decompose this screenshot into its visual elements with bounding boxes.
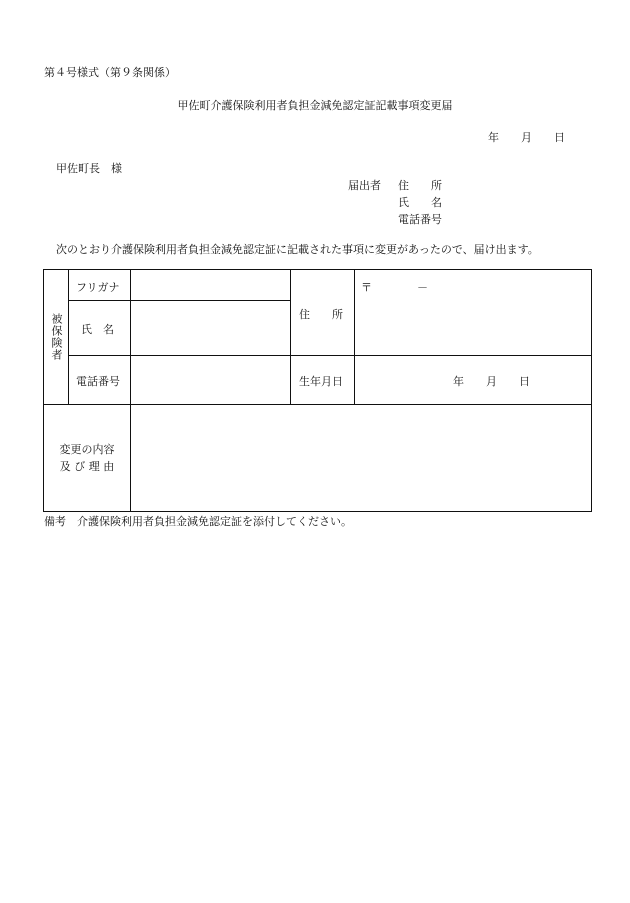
change-content-field[interactable]: [131, 405, 591, 511]
notifier-name-label: 氏 名: [398, 196, 442, 209]
notifier-phone-label: 電話番号: [398, 213, 442, 226]
col-divider-insured: [68, 270, 69, 404]
furigana-label: フリガナ: [76, 281, 120, 294]
form-number: 第４号様式（第９条関係）: [44, 66, 176, 79]
change-content-label: [44, 404, 130, 511]
furigana-field[interactable]: [131, 270, 290, 300]
phone-label: 電話番号: [76, 375, 120, 388]
notifier-address-label: 住 所: [398, 179, 442, 192]
postal-mark: 〒: [361, 281, 372, 294]
change-notification-table: [43, 269, 592, 512]
change-content-label-line1: 変更の内容: [59, 442, 115, 456]
address-label: 住 所: [299, 308, 343, 321]
birth-date-label: 生年月日: [299, 375, 343, 388]
notifier-label: 届出者: [348, 179, 381, 192]
postal-dash: －: [417, 281, 428, 294]
addressee: 甲佐町長 様: [56, 162, 122, 175]
col-divider-value: [290, 270, 291, 404]
remarks: 備考 介護保険利用者負担金減免認定証を添付してください。: [44, 515, 352, 528]
phone-field[interactable]: [131, 356, 290, 404]
name-label: 氏 名: [81, 323, 114, 336]
name-field[interactable]: [131, 301, 290, 355]
intro-statement: 次のとおり介護保険利用者負担金減免認定証に記載された事項に変更があったので、届け出ます。: [56, 243, 539, 256]
insured-person-label: 被保険者: [50, 313, 63, 361]
document-title: 甲佐町介護保険利用者負担金減免認定証記載事項変更届: [177, 99, 453, 112]
address-field[interactable]: [355, 290, 591, 355]
date-line: 年 月 日: [488, 131, 565, 144]
birth-date-value: 年 月 日: [453, 375, 530, 388]
change-content-label-line2: 及 び 理 由: [59, 459, 115, 473]
